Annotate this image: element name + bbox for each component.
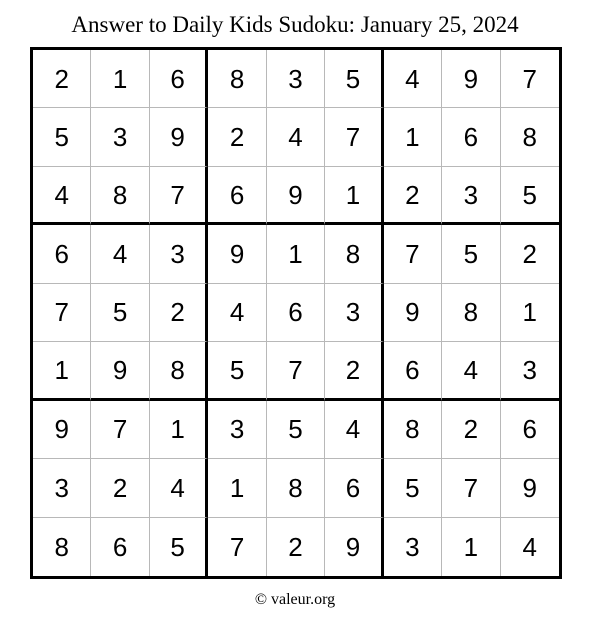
sudoku-cell: 6	[267, 284, 325, 342]
sudoku-cell: 2	[325, 342, 383, 400]
sudoku-cell: 1	[501, 284, 559, 342]
sudoku-cell: 7	[501, 50, 559, 108]
sudoku-cell: 7	[208, 518, 266, 576]
sudoku-cell: 4	[384, 50, 442, 108]
sudoku-cell: 3	[91, 108, 149, 166]
sudoku-cell: 1	[384, 108, 442, 166]
sudoku-cell: 5	[91, 284, 149, 342]
sudoku-cell: 3	[267, 50, 325, 108]
sudoku-cell: 8	[384, 401, 442, 459]
sudoku-cell: 1	[91, 50, 149, 108]
sudoku-cell: 6	[33, 225, 91, 283]
sudoku-cell: 3	[208, 401, 266, 459]
sudoku-cell: 6	[442, 108, 500, 166]
sudoku-cell: 4	[150, 459, 208, 517]
sudoku-cell: 6	[501, 401, 559, 459]
sudoku-cell: 7	[442, 459, 500, 517]
sudoku-cell: 4	[267, 108, 325, 166]
sudoku-cell: 9	[442, 50, 500, 108]
sudoku-cell: 8	[150, 342, 208, 400]
sudoku-cell: 4	[325, 401, 383, 459]
sudoku-grid	[30, 47, 562, 579]
sudoku-cell: 9	[384, 284, 442, 342]
sudoku-cell: 8	[442, 284, 500, 342]
sudoku-cell: 3	[150, 225, 208, 283]
copyright-footer: © valeur.org	[254, 591, 336, 608]
sudoku-cell: 8	[91, 167, 149, 225]
sudoku-cell: 4	[33, 167, 91, 225]
sudoku-cell: 1	[150, 401, 208, 459]
sudoku-cell: 4	[442, 342, 500, 400]
sudoku-cell: 1	[208, 459, 266, 517]
sudoku-cell: 4	[91, 225, 149, 283]
sudoku-cell: 2	[208, 108, 266, 166]
sudoku-cell: 7	[33, 284, 91, 342]
sudoku-cell: 6	[150, 50, 208, 108]
sudoku-cell: 5	[33, 108, 91, 166]
sudoku-cell: 8	[267, 459, 325, 517]
sudoku-cell: 2	[33, 50, 91, 108]
sudoku-cell: 3	[384, 518, 442, 576]
sudoku-cell: 8	[325, 225, 383, 283]
sudoku-cell: 6	[325, 459, 383, 517]
sudoku-cell: 6	[91, 518, 149, 576]
sudoku-cell: 6	[208, 167, 266, 225]
sudoku-cell: 5	[384, 459, 442, 517]
sudoku-cell: 9	[208, 225, 266, 283]
sudoku-cell: 9	[91, 342, 149, 400]
sudoku-cell: 3	[33, 459, 91, 517]
sudoku-cell: 7	[325, 108, 383, 166]
sudoku-cell: 7	[91, 401, 149, 459]
sudoku-cell: 6	[384, 342, 442, 400]
sudoku-cell: 8	[208, 50, 266, 108]
sudoku-cell: 5	[442, 225, 500, 283]
sudoku-cell: 1	[267, 225, 325, 283]
sudoku-cell: 1	[33, 342, 91, 400]
sudoku-cell: 1	[442, 518, 500, 576]
sudoku-cell: 9	[150, 108, 208, 166]
sudoku-cell: 7	[150, 167, 208, 225]
sudoku-cell: 4	[208, 284, 266, 342]
sudoku-cell: 2	[384, 167, 442, 225]
sudoku-cell: 8	[501, 108, 559, 166]
sudoku-cell: 7	[384, 225, 442, 283]
sudoku-cell: 9	[325, 518, 383, 576]
sudoku-cell: 9	[33, 401, 91, 459]
sudoku-cell: 7	[267, 342, 325, 400]
sudoku-cell: 3	[442, 167, 500, 225]
sudoku-cell: 8	[33, 518, 91, 576]
sudoku-cell: 1	[325, 167, 383, 225]
sudoku-cell: 5	[267, 401, 325, 459]
sudoku-cell: 3	[501, 342, 559, 400]
sudoku-cell: 2	[442, 401, 500, 459]
sudoku-cell: 2	[267, 518, 325, 576]
sudoku-cell: 2	[150, 284, 208, 342]
sudoku-cell: 5	[325, 50, 383, 108]
sudoku-cell: 2	[501, 225, 559, 283]
sudoku-cell: 5	[150, 518, 208, 576]
sudoku-cell: 5	[208, 342, 266, 400]
sudoku-cell: 9	[501, 459, 559, 517]
sudoku-cell: 4	[522, 531, 537, 562]
sudoku-cell: 9	[267, 167, 325, 225]
sudoku-cell: 5	[501, 167, 559, 225]
sudoku-cell: 2	[91, 459, 149, 517]
sudoku-cell: 3	[325, 284, 383, 342]
page-title: Answer to Daily Kids Sudoku: January 25, 2024	[71, 12, 519, 37]
